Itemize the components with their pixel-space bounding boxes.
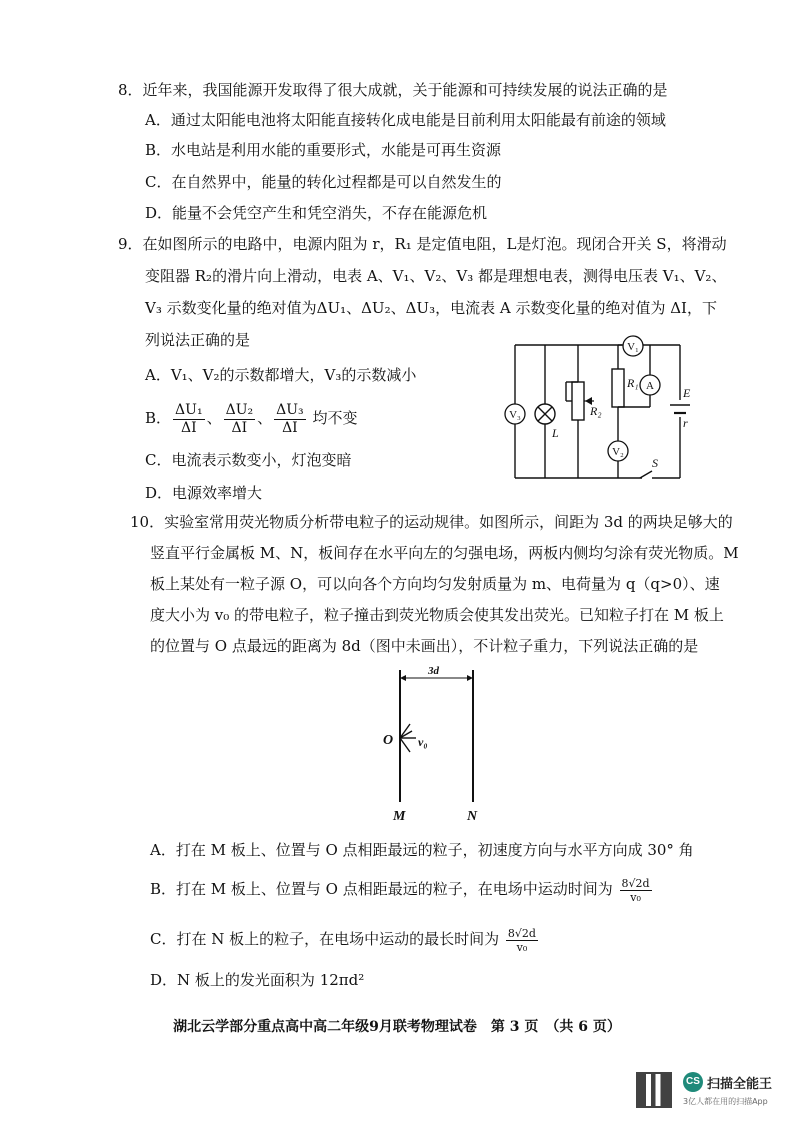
fraction-numerator: 8√2d	[621, 876, 650, 890]
separator: 、	[206, 409, 222, 427]
fig-label-n: N	[467, 809, 478, 824]
q9-line3: V₃ 示数变化量的绝对值为ΔU₁、ΔU₂、ΔU₃，电流表 A 示数变化量的绝对值为 ΔI，下	[145, 299, 717, 317]
circuit-label-r: r	[683, 416, 688, 430]
q8-option-a: A．通过太阳能电池将太阳能直接转化成电能是目前利用太阳能最有前途的领域	[145, 111, 666, 129]
circuit-diagram	[500, 335, 700, 490]
fraction-denominator: v₀	[630, 890, 641, 904]
q10-option-d: D．N 板上的发光面积为 12πd²	[150, 971, 365, 989]
fraction-denominator: ΔI	[282, 419, 298, 436]
fraction-denominator: ΔI	[180, 419, 197, 436]
q8-stem: 8．近年来，我国能源开发取得了很大成就，关于能源和可持续发展的说法正确的是	[118, 81, 668, 99]
brand-tagline: 3亿人都在用的扫描App	[683, 1097, 768, 1106]
brand-name: 扫描全能王	[707, 1077, 773, 1092]
q10-option-b	[150, 872, 654, 906]
q9-option-c: C．电流表示数变小，灯泡变暗	[145, 451, 352, 469]
q10-option-c-text: C．打在 N 板上的粒子，在电场中运动的最长时间为	[150, 930, 500, 948]
qr-code	[636, 1072, 672, 1108]
fraction-numerator: ΔU₃	[276, 401, 304, 418]
fraction	[506, 927, 538, 954]
fraction-denominator: ΔI	[231, 419, 248, 436]
page-footer: 湖北云学部分重点高中高二年级9月联考物理试卷 第 3 页 （共 6 页）	[173, 1019, 621, 1035]
circuit-label-e: E	[683, 386, 691, 400]
circuit-label-r2: R₂	[590, 404, 602, 418]
circuit-label-s: S	[652, 456, 658, 470]
q9-option-b	[145, 400, 357, 437]
fraction	[274, 402, 306, 437]
circuit-label-v1: V₁	[627, 341, 639, 353]
fraction	[224, 402, 256, 437]
fraction-denominator: v₀	[516, 940, 528, 954]
circuit-label-v2: V₂	[612, 446, 624, 458]
plates-diagram	[370, 660, 500, 830]
q9-line2: 变阻器 R₂的滑片向上滑动，电表 A、V₁、V₂、V₃ 都是理想电表，测得电压表 V₁、V₂、	[145, 267, 727, 285]
circuit-label-v3: V₃	[509, 409, 521, 421]
q10-option-c	[150, 922, 540, 956]
q10-line3: 板上某处有一粒子源 O，可以向各个方向均匀发射质量为 m、电荷量为 q（q>0）、速	[150, 575, 720, 593]
fraction	[620, 877, 652, 904]
fraction-numerator: ΔU₁	[175, 401, 203, 418]
fig-label-m: M	[393, 809, 406, 824]
separator: 、	[257, 409, 273, 427]
scanner-brand	[683, 1070, 783, 1110]
brand-badge-icon: CS	[683, 1072, 703, 1092]
q10-line5: 的位置与 O 点最远的距离为 8d（图中未画出），不计粒子重力，下列说法正确的是	[150, 637, 699, 655]
q8-option-d: D．能量不会凭空产生和凭空消失，不存在能源危机	[145, 204, 488, 222]
q9-option-b-suffix: 均不变	[312, 409, 358, 427]
q8-option-c: C．在自然界中，能量的转化过程都是可以自然发生的	[145, 173, 502, 191]
q9-option-b-prefix: B．	[145, 409, 172, 427]
circuit-label-a: A	[646, 380, 654, 392]
q10-line1: 10．实验室常用荧光物质分析带电粒子的运动规律。如图所示，间距为 3d 的两块足够大的	[130, 513, 733, 531]
fig-label-v0: v₀	[418, 735, 428, 749]
circuit-label-r1: R₁	[627, 376, 639, 390]
q9-line1: 9．在如图所示的电路中，电源内阻为 r，R₁ 是定值电阻，L是灯泡。现闭合开关 S，将滑动	[118, 235, 727, 253]
fig-label-gap: 3d	[428, 665, 439, 677]
q10-option-b-text: B．打在 M 板上、位置与 O 点相距最远的粒子，在电场中运动时间为	[150, 880, 613, 898]
fraction-numerator: ΔU₂	[225, 401, 254, 418]
circuit-label-l: L	[552, 426, 559, 440]
q9-option-d: D．电源效率增大	[145, 484, 263, 502]
q10-option-a: A．打在 M 板上、位置与 O 点相距最远的粒子，初速度方向与水平方向成 30° 角	[150, 841, 694, 859]
q9-option-a: A．V₁、V₂的示数都增大，V₃的示数减小	[145, 366, 417, 384]
fig-label-o: O	[383, 733, 394, 748]
q10-line2: 竖直平行金属板 M、N，板间存在水平向左的匀强电场，两板内侧均匀涂有荧光物质。M	[150, 544, 739, 562]
fraction-numerator: 8√2d	[507, 926, 536, 940]
q9-line4: 列说法正确的是	[145, 331, 251, 349]
fraction	[173, 402, 205, 437]
q8-option-b: B．水电站是利用水能的重要形式，水能是可再生资源	[145, 141, 502, 159]
q10-line4: 度大小为 v₀ 的带电粒子，粒子撞击到荧光物质会使其发出荧光。已知粒子打在 M 板上	[150, 606, 724, 624]
